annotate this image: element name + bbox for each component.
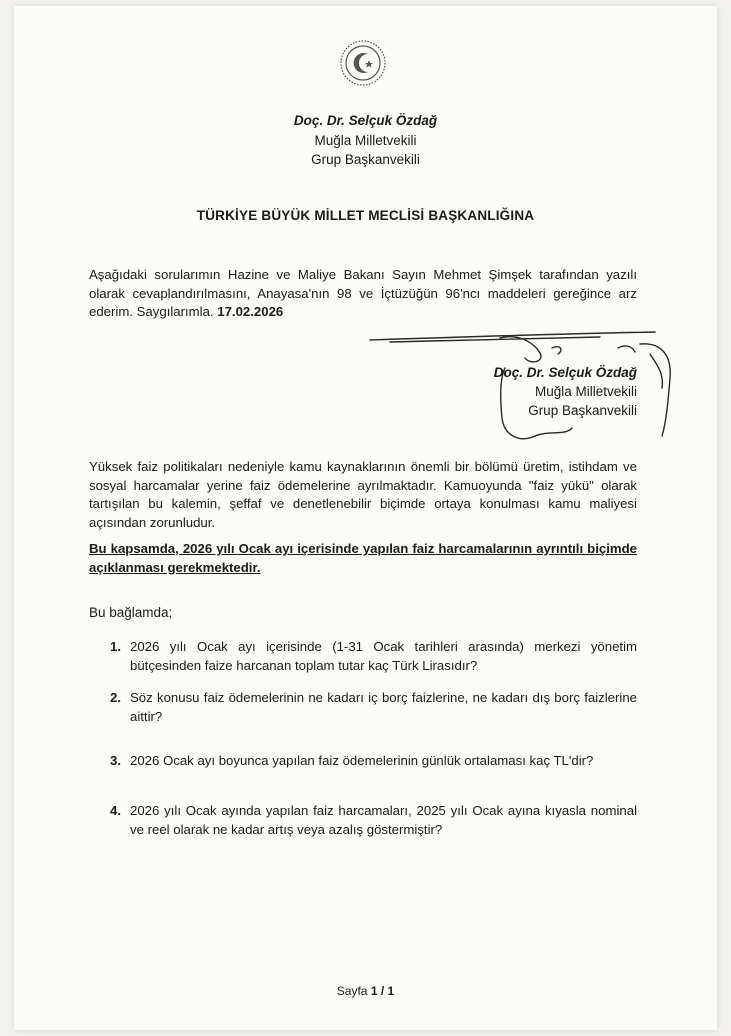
handwritten-signature — [350, 318, 720, 448]
question-text: 2026 Ocak ayı boyunca yapılan faiz ödemelerinin günlük ortalaması kaç TL'dir? — [130, 753, 594, 768]
header-constituency: Muğla Milletvekili — [314, 133, 417, 148]
lead-text: Bu bağlamda; — [89, 605, 173, 620]
signature-name: Doç. Dr. Selçuk Özdağ — [493, 365, 637, 380]
question-number: 4. — [110, 803, 121, 818]
header-role: Grup Başkanvekili — [311, 152, 420, 167]
question-number: 3. — [110, 753, 121, 768]
addressee-title: TÜRKİYE BÜYÜK MİLLET MECLİSİ BAŞKANLIĞINA — [196, 208, 535, 223]
question-number: 2. — [110, 690, 121, 705]
question-item — [110, 689, 637, 726]
body-paragraph-1: Yüksek faiz politikaları nedeniyle kamu kaynaklarının önemli bir bölümü üretim, istihdam ve sosyal harcamalar yerine faiz ödemelerine ayrılmaktadır. Kamuoyunda "faiz yükü" olarak tartışılan bu kalemin, şeffaf ve denetlenebilir biçimde ortaya konulması kamu maliyesi açısından zorunludur. — [89, 459, 637, 530]
intro-text: Aşağıdaki sorularımın Hazine ve Maliye Bakanı Sayın Mehmet Şimşek tarafından yazılı olarak cevaplandırılmasını, Anayasa'nın 98 ve İçtüzüğün 96'ncı maddeleri gereğince arz ederim. Saygılarımla. — [89, 267, 637, 319]
question-number: 1. — [110, 639, 121, 654]
question-text: Söz konusu faiz ödemelerinin ne kadarı iç borç faizlerine, ne kadarı dış borç faizlerine aittir? — [130, 690, 637, 724]
page-footer — [0, 984, 731, 998]
question-text: 2026 yılı Ocak ayında yapılan faiz harcamaları, 2025 yılı Ocak ayına kıyasla nominal ve reel olarak ne kadar artış veya azalış göstermiştir? — [130, 803, 637, 837]
footer-page-number: 1 / 1 — [370, 984, 395, 998]
question-item — [110, 802, 637, 839]
body-paragraph-2: Bu kapsamda, 2026 yılı Ocak ayı içerisinde yapılan faiz harcamalarının ayrıntılı biçimde açıklanması gerekmektedir. — [89, 541, 637, 575]
tbmm-emblem-icon — [338, 38, 388, 88]
signature-constituency: Muğla Milletvekili — [534, 384, 637, 399]
header-name: Doç. Dr. Selçuk Özdağ — [293, 113, 438, 128]
intro-paragraph — [89, 266, 637, 322]
question-item — [110, 752, 637, 771]
question-text: 2026 yılı Ocak ayı içerisinde (1-31 Ocak tarihleri arasında) merkezi yönetim bütçesinden faize harcanan toplam tutar kaç Türk Lirasıdır? — [130, 639, 637, 673]
signature-role: Grup Başkanvekili — [528, 403, 637, 418]
intro-date: 17.02.2026 — [217, 304, 284, 319]
footer-label: Sayfa — [336, 984, 368, 998]
question-item — [110, 638, 637, 675]
